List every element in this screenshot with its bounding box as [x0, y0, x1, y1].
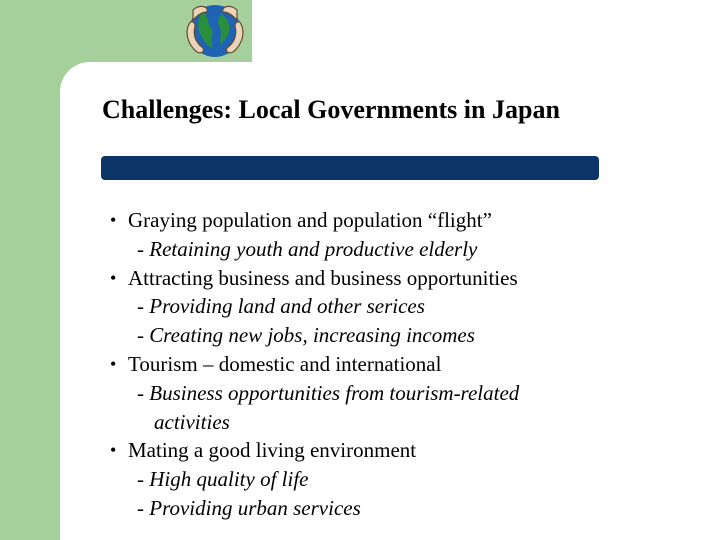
sub-item: - High quality of life: [137, 467, 309, 492]
bullet-icon: •: [110, 440, 117, 461]
sub-item-continuation: activities: [154, 409, 230, 434]
bullet-item: [112, 206, 519, 235]
bullet-icon: •: [110, 267, 117, 288]
bullet-icon: •: [110, 210, 117, 230]
title-underline-bar: [101, 156, 599, 180]
bullet-text: Attracting business and business opportunities: [128, 265, 518, 290]
sub-item: - Providing land and other serices: [137, 294, 425, 319]
sub-item: - Providing urban services: [137, 495, 361, 520]
bullet-list: [112, 206, 519, 523]
bullet-text: Mating a good living environment: [128, 438, 417, 463]
bullet-item: [112, 264, 519, 293]
bullet-text: Graying population and population “flight”: [128, 208, 492, 232]
bullet-icon: •: [110, 353, 117, 374]
globe-with-hands-logo-icon: [179, 2, 251, 60]
bullet-text: Tourism – domestic and international: [128, 351, 442, 376]
sub-item: - Creating new jobs, increasing incomes: [137, 323, 475, 348]
sub-item: - Business opportunities from tourism-related: [137, 380, 520, 405]
slide-title: Challenges: Local Governments in Japan: [102, 95, 560, 124]
left-green-band: [0, 0, 60, 540]
bullet-item: [112, 436, 519, 465]
sub-item: - Retaining youth and productive elderly: [137, 236, 478, 261]
bullet-item: [112, 350, 519, 379]
